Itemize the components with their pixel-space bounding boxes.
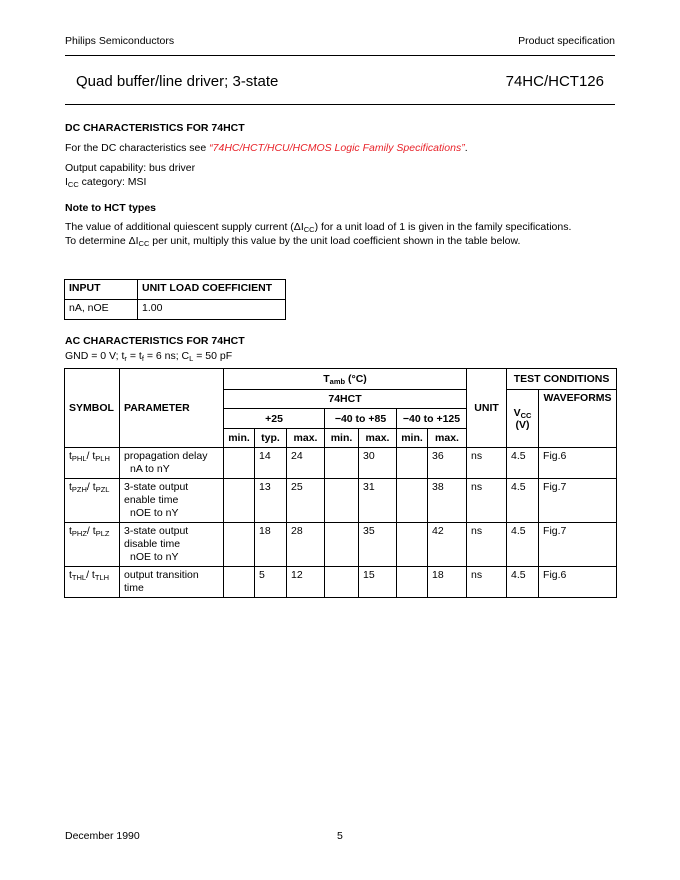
cell-max-85: 30 bbox=[359, 448, 397, 479]
cell-min-125 bbox=[397, 523, 428, 567]
tamb-header bbox=[224, 369, 467, 390]
cell-input: nA, nOE bbox=[65, 300, 138, 320]
icc-suffix: category: MSI bbox=[78, 176, 147, 188]
sym-t: t bbox=[69, 525, 72, 537]
cell-waveform: Fig.6 bbox=[539, 448, 617, 479]
note-line-1-sub: CC bbox=[303, 225, 315, 234]
dc-ref-suffix: . bbox=[464, 142, 468, 154]
cell-max-25: 12 bbox=[287, 567, 325, 598]
cell-min-85 bbox=[325, 523, 359, 567]
cell-max-85: 31 bbox=[359, 479, 397, 523]
ac-heading: AC CHARACTERISTICS FOR 74HCT bbox=[65, 335, 245, 347]
cell-waveform: Fig.6 bbox=[539, 567, 617, 598]
header-company: Philips Semiconductors bbox=[65, 35, 175, 47]
unit-load-row bbox=[65, 300, 286, 320]
col-symbol-header: SYMBOL bbox=[65, 369, 120, 448]
min-125-header: min. bbox=[397, 429, 428, 448]
output-capability: Output capability: bus driver bbox=[65, 162, 196, 174]
sym-t: t bbox=[69, 569, 72, 581]
document-title: Quad buffer/line driver; 3-state bbox=[76, 73, 279, 90]
param-line-2: time bbox=[124, 582, 144, 594]
cell-symbol bbox=[65, 567, 120, 598]
part-number: 74HC/HCT126 bbox=[505, 73, 604, 90]
col-vcc-header bbox=[507, 390, 539, 448]
typ-25-header: typ. bbox=[255, 429, 287, 448]
table-row bbox=[65, 567, 617, 598]
test-conditions-header: TEST CONDITIONS bbox=[507, 369, 617, 390]
cell-max-125: 42 bbox=[428, 523, 467, 567]
cell-unit: ns bbox=[467, 479, 507, 523]
cell-min-85 bbox=[325, 448, 359, 479]
cond-l-sub: L bbox=[189, 354, 194, 363]
cell-unit: ns bbox=[467, 448, 507, 479]
note-heading: Note to HCT types bbox=[65, 202, 157, 214]
cell-unit: ns bbox=[467, 567, 507, 598]
header-doc-type: Product specification bbox=[518, 35, 615, 47]
min-25-header: min. bbox=[224, 429, 255, 448]
cell-max-25: 28 bbox=[287, 523, 325, 567]
cell-max-85: 15 bbox=[359, 567, 397, 598]
cond-eq2: = 6 ns; C bbox=[143, 350, 190, 362]
sym-t: t bbox=[69, 481, 72, 493]
param-line-1: 3-state output bbox=[124, 481, 189, 493]
table-row bbox=[65, 479, 617, 523]
table-row bbox=[65, 523, 617, 567]
footer-date: December 1990 bbox=[65, 830, 140, 842]
note-line-1-a: The value of additional quiescent supply current (ΔI bbox=[65, 221, 304, 233]
sym-sub-2: PZL bbox=[95, 485, 110, 494]
cell-typ-25: 5 bbox=[255, 567, 287, 598]
cell-symbol bbox=[65, 448, 120, 479]
param-line-2: disable time bbox=[124, 538, 181, 550]
cell-typ-25: 18 bbox=[255, 523, 287, 567]
sym-sub-1: PZH bbox=[71, 485, 87, 494]
tamb-unit: (°C) bbox=[345, 373, 367, 385]
cell-min-25 bbox=[224, 479, 255, 523]
min-85-header: min. bbox=[325, 429, 359, 448]
cell-symbol bbox=[65, 523, 120, 567]
icc-category bbox=[65, 176, 146, 188]
param-line-1: 3-state output bbox=[124, 525, 189, 537]
cell-max-85: 35 bbox=[359, 523, 397, 567]
cell-min-25 bbox=[224, 523, 255, 567]
sym-sub-1: PHZ bbox=[71, 529, 87, 538]
ac-conditions bbox=[65, 350, 232, 362]
sym-t: t bbox=[69, 450, 72, 462]
cell-vcc: 4.5 bbox=[507, 523, 539, 567]
dc-ref-prefix: For the DC characteristics see bbox=[65, 142, 210, 154]
cell-vcc: 4.5 bbox=[507, 479, 539, 523]
range-85-header: −40 to +85 bbox=[325, 409, 397, 429]
dc-heading: DC CHARACTERISTICS FOR 74HCT bbox=[65, 122, 245, 134]
note-line-2-a: To determine ΔI bbox=[65, 235, 139, 247]
sym-sep: / t bbox=[86, 525, 96, 537]
cell-min-125 bbox=[397, 448, 428, 479]
page-number: 5 bbox=[337, 830, 343, 842]
col-coefficient-header: UNIT LOAD COEFFICIENT bbox=[138, 280, 286, 300]
param-line-3: nOE to nY bbox=[130, 507, 179, 519]
cond-gnd: GND = 0 V; t bbox=[65, 350, 125, 362]
cell-typ-25: 14 bbox=[255, 448, 287, 479]
cond-f-sub: f bbox=[141, 354, 144, 363]
cell-waveform: Fig.7 bbox=[539, 479, 617, 523]
param-line-2: nA to nY bbox=[130, 463, 170, 475]
cell-vcc: 4.5 bbox=[507, 567, 539, 598]
sym-sub-2: TLH bbox=[94, 573, 110, 582]
icc-prefix: I bbox=[65, 176, 68, 188]
cell-min-125 bbox=[397, 567, 428, 598]
unit-load-header-row bbox=[65, 280, 286, 300]
dc-reference bbox=[65, 142, 468, 154]
cell-parameter bbox=[120, 523, 224, 567]
range-25-header: +25 bbox=[224, 409, 325, 429]
cell-min-25 bbox=[224, 448, 255, 479]
sym-sep: / t bbox=[86, 450, 96, 462]
note-line-1-b: ) for a unit load of 1 is given in the family specifications. bbox=[314, 221, 572, 233]
note-line-2-b: per unit, multiply this value by the unit load coefficient shown in the table below. bbox=[149, 235, 521, 247]
cell-max-25: 25 bbox=[287, 479, 325, 523]
col-waveforms-header: WAVEFORMS bbox=[539, 390, 617, 448]
cell-unit: ns bbox=[467, 523, 507, 567]
range-125-header: −40 to +125 bbox=[397, 409, 467, 429]
cell-max-25: 24 bbox=[287, 448, 325, 479]
cell-min-85 bbox=[325, 479, 359, 523]
note-line-2 bbox=[65, 235, 520, 247]
max-85-header: max. bbox=[359, 429, 397, 448]
family-spec-link[interactable]: “74HC/HCT/HCU/HCMOS Logic Family Specifications” bbox=[209, 142, 465, 154]
max-125-header: max. bbox=[428, 429, 467, 448]
cond-eq3: = 50 pF bbox=[193, 350, 233, 362]
col-unit-header: UNIT bbox=[467, 369, 507, 448]
cell-coefficient: 1.00 bbox=[138, 300, 286, 320]
cond-eq1: = t bbox=[126, 350, 142, 362]
cell-typ-25: 13 bbox=[255, 479, 287, 523]
table-row bbox=[65, 448, 617, 479]
param-line-2: enable time bbox=[124, 494, 179, 506]
col-parameter-header: PARAMETER bbox=[120, 369, 224, 448]
header-rule-bottom bbox=[65, 104, 615, 105]
param-line-1: output transition bbox=[124, 569, 199, 581]
vcc-sub: CC bbox=[520, 410, 532, 420]
sym-sub-2: PLH bbox=[95, 454, 110, 463]
cell-parameter bbox=[120, 479, 224, 523]
sym-sep: / t bbox=[86, 569, 95, 581]
tamb-sub: amb bbox=[329, 377, 346, 386]
max-25-header: max. bbox=[287, 429, 325, 448]
cell-min-125 bbox=[397, 479, 428, 523]
col-input-header: INPUT bbox=[65, 280, 138, 300]
sym-sub-2: PLZ bbox=[95, 529, 110, 538]
icc-sub: CC bbox=[67, 180, 79, 189]
note-line-1 bbox=[65, 221, 571, 233]
sym-sub-1: THL bbox=[71, 573, 87, 582]
note-line-2-sub: CC bbox=[138, 239, 150, 248]
cell-max-125: 18 bbox=[428, 567, 467, 598]
param-line-1: propagation delay bbox=[124, 450, 208, 462]
cell-max-125: 38 bbox=[428, 479, 467, 523]
vcc-v: V bbox=[513, 406, 521, 419]
cell-waveform: Fig.7 bbox=[539, 523, 617, 567]
sym-sub-1: PHL bbox=[71, 454, 87, 463]
family-header: 74HCT bbox=[224, 390, 467, 409]
ac-header-row-1 bbox=[65, 369, 617, 390]
cell-min-85 bbox=[325, 567, 359, 598]
cell-parameter bbox=[120, 448, 224, 479]
cell-symbol bbox=[65, 479, 120, 523]
vcc-unit: (V) bbox=[515, 418, 530, 431]
unit-load-table bbox=[64, 279, 286, 320]
cell-min-25 bbox=[224, 567, 255, 598]
cell-parameter bbox=[120, 567, 224, 598]
cond-r-sub: r bbox=[124, 354, 127, 363]
cell-vcc: 4.5 bbox=[507, 448, 539, 479]
tamb-t: T bbox=[323, 373, 330, 385]
sym-sep: / t bbox=[86, 481, 96, 493]
ac-characteristics-table bbox=[64, 368, 617, 598]
param-line-3: nOE to nY bbox=[130, 551, 179, 563]
cell-max-125: 36 bbox=[428, 448, 467, 479]
header-rule-top bbox=[65, 55, 615, 56]
